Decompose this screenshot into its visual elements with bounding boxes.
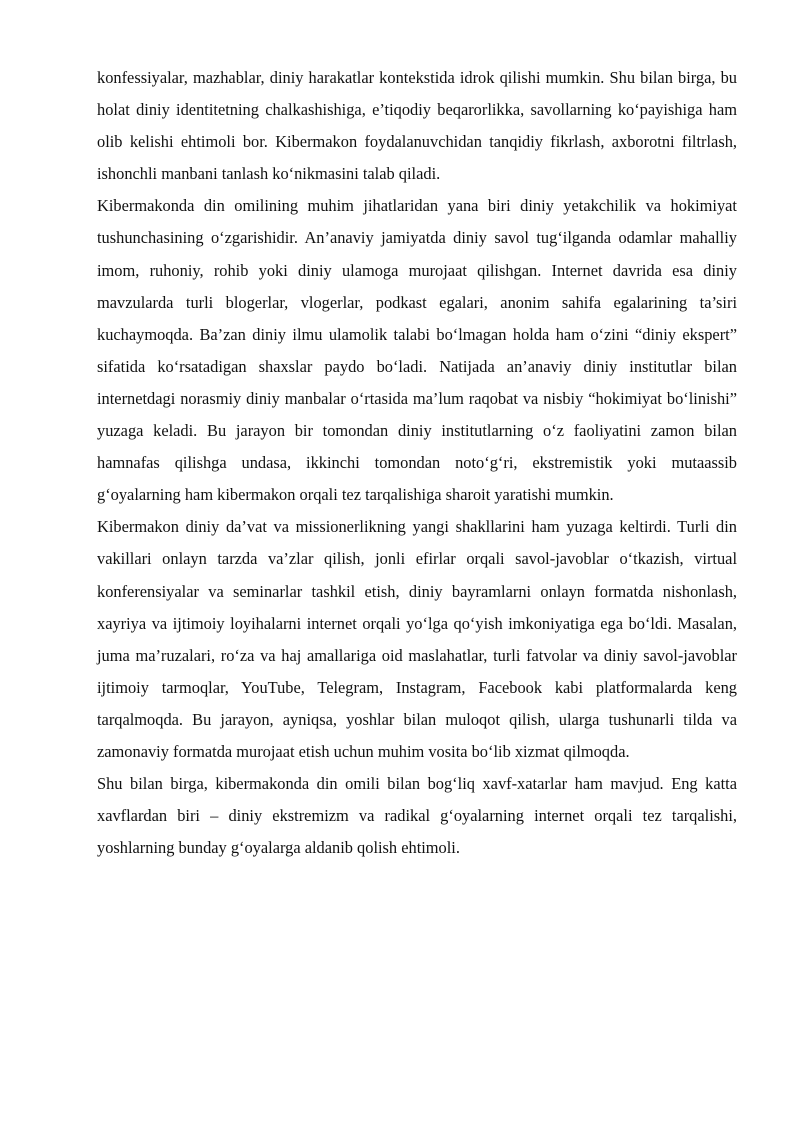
paragraph: konfessiyalar, mazhablar, diniy harakatlar kontekstida idrok qilishi mumkin. Shu bilan birga, bu holat diniy identitetning chalkashishiga, e’tiqodiy beqarorlikka, savollarning ko‘payishiga ham olib kelishi ehtimoli bor. Kibermakon foydalanuvchidan tanqidiy fikrlash, axborotni filtrlash, ishonchli manbani tanlash ko‘nikmasini talab qiladi. xyxy=(97,68,737,184)
paragraph: Shu bilan birga, kibermakonda din omili bilan bog‘liq xavf-xatarlar ham mavjud. Eng katta xavflardan biri – diniy ekstremizm va radikal g‘oyalarning internet orqali tez tarqalishi, yoshlarning bunday g‘oyalarga aldanib qolish ehtimoli. xyxy=(97,774,737,858)
paragraph: Kibermakon diniy da’vat va missionerlikning yangi shakllarini ham yuzaga keltirdi. Turli din vakillari onlayn tarzda va’zlar qilish, jonli efirlar orqali savol-javoblar o‘tkazish, virtual konferensiyalar va seminarlar tashkil etish, diniy bayramlarni onlayn formatda nishonlash, xayriya va ijtimoiy loyihalarni internet orqali yo‘lga qo‘yish imkoniyatiga ega bo‘ldi. Masalan, juma ma’ruzalari, ro‘za va haj amallariga oid maslahatlar, turli fatvolar va diniy savol-javoblar ijtimoiy tarmoqlar, YouTube, Telegram, Instagram, Facebook kabi platformalarda keng tarqalmoqda. Bu jarayon, ayniqsa, yoshlar bilan muloqot qilish, ularga tushunarli tilda va zamonaviy formatda murojaat etish uchun muhim vosita bo‘lib xizmat qilmoqda. xyxy=(97,517,737,761)
paragraph: Kibermakonda din omilining muhim jihatlaridan yana biri diniy yetakchilik va hokimiyat tushunchasining o‘zgarishidir. An’anaviy jamiyatda diniy savol tug‘ilganda odamlar mahalliy imom, ruhoniy, rohib yoki diniy ulamoga murojaat qilishgan. Internet davrida esa diniy mavzularda turli blogerlar, vlogerlar, podkast egalari, anonim sahifa egalarining ta’siri kuchaymoqda. Ba’zan diniy ilmu ulamolik talabi bo‘lmagan holda ham o‘zini “diniy ekspert” sifatida ko‘rsatadigan shaxslar paydo bo‘ladi. Natijada an’anaviy diniy institutlar bilan internetdagi norasmiy diniy manbalar o‘rtasida ma’lum raqobat va nisbiy “hokimiyat bo‘linishi” yuzaga keladi. Bu jarayon bir tomondan diniy institutlarning o‘z faoliyatini zamon bilan hamnafas qilishga undasa, ikkinchi tomondan noto‘g‘ri, ekstremistik yoki mutaassib g‘oyalarning ham kibermakon orqali tez tarqalishiga sharoit yaratishi mumkin. xyxy=(97,196,737,505)
document-page xyxy=(97,62,737,864)
